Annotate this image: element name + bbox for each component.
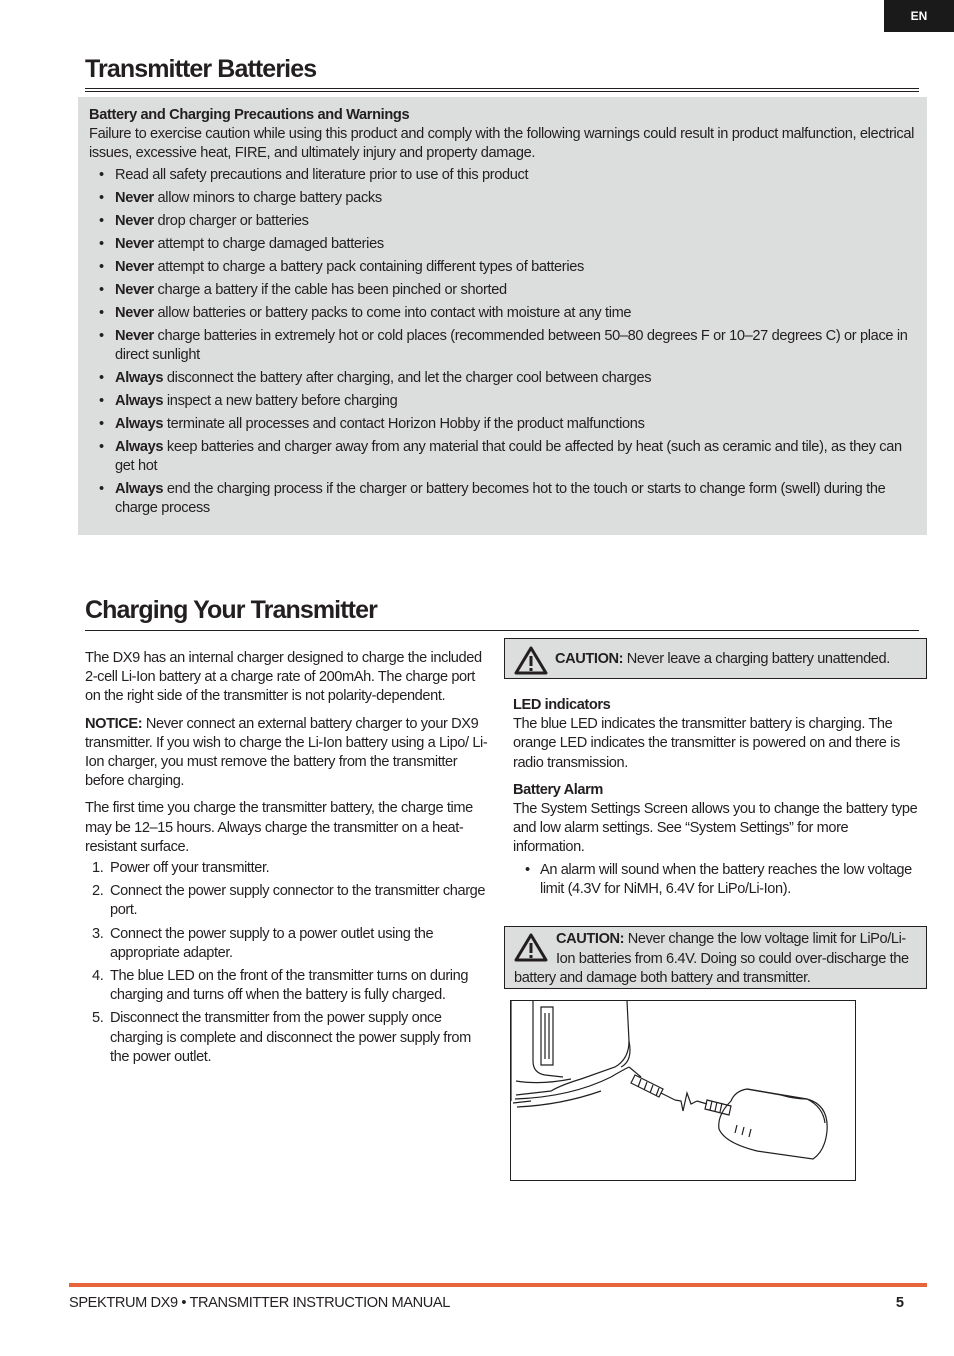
warning-text: charge batteries in extremely hot or cold places (recommended between 50–80 degrees F or 10–27 degrees C) or place in direct sunlight	[115, 328, 908, 363]
warning-keyword: Always	[115, 370, 164, 386]
caution-box-unattended	[504, 638, 927, 679]
warning-text: attempt to charge a battery pack containing different types of batteries	[153, 259, 584, 275]
warning-text: end the charging process if the charger or battery becomes hot to the touch or starts to change form (swell) during the charge process	[115, 481, 886, 516]
step-text: Connect the power supply to a power outlet using the appropriate adapter.	[110, 925, 434, 961]
caution-text: Never leave a charging battery unattended.	[623, 651, 890, 667]
notice-label: NOTICE:	[85, 715, 143, 732]
warning-keyword: Never	[115, 236, 154, 252]
bullet: •	[99, 236, 104, 252]
warning-keyword: Never	[115, 328, 154, 344]
warning-text: keep batteries and charger away from any material that could be affected by heat (such as ceramic and tile), as they can get hot	[115, 439, 902, 474]
warning-item	[99, 392, 917, 411]
step-number: 4.	[92, 968, 104, 985]
warning-item	[99, 438, 917, 476]
section-heading-transmitter-batteries: Transmitter Batteries	[85, 55, 317, 83]
step-text: Power off your transmitter.	[110, 860, 270, 877]
warning-text: Read all safety precautions and literature prior to use of this product	[115, 167, 529, 183]
warning-text: drop charger or batteries	[153, 213, 309, 229]
bullet: •	[99, 439, 104, 455]
warning-keyword: Always	[115, 416, 164, 432]
warning-text: allow minors to charge battery packs	[153, 190, 382, 206]
heading-rule	[85, 88, 919, 89]
warning-item	[99, 212, 917, 231]
warning-item	[99, 235, 917, 254]
warnings-title: Battery and Charging Precautions and Warnings	[89, 107, 410, 123]
warning-text: charge a battery if the cable has been pinched or shorted	[153, 282, 507, 298]
caution-text: Never change the low voltage limit for LiPo/Li-Ion batteries from 6.4V. Doing so could over-discharge the battery and damage both battery and transmitter.	[514, 931, 909, 986]
charging-right-column	[513, 696, 923, 899]
step-number: 1.	[92, 860, 104, 877]
step-text: Disconnect the transmitter from the power supply once charging is complete and disconnect the power supply from the power outlet.	[110, 1010, 471, 1065]
bullet: •	[99, 282, 104, 298]
warning-text: attempt to charge damaged batteries	[153, 236, 384, 252]
caution-label: CAUTION:	[555, 651, 624, 667]
warning-keyword: Always	[115, 439, 164, 455]
alarm-text: The System Settings Screen allows you to change the battery type and low alarm settings. See “System Settings” for more information.	[513, 801, 918, 856]
warning-keyword: Always	[115, 481, 164, 497]
list-item: • An alarm will sound when the battery reaches the low voltage limit (4.3V for NiMH, 6.4V for LiPo/Li-Ion).	[525, 861, 912, 897]
charging-left-column	[85, 649, 489, 1071]
step-number: 2.	[92, 883, 104, 900]
step-item	[85, 925, 489, 963]
warning-item	[99, 281, 917, 300]
warning-item	[99, 327, 917, 365]
page-number: 5	[895, 1295, 904, 1311]
step-text: Connect the power supply connector to the transmitter charge port.	[110, 883, 486, 919]
warning-keyword: Never	[115, 305, 154, 321]
step-number: 3.	[92, 925, 104, 942]
caution-label: CAUTION:	[556, 931, 625, 947]
bullet: •	[99, 481, 104, 497]
first-charge-paragraph: The first time you charge the transmitter battery, the charge time may be 12–15 hours. Always charge the transmitter on a heat-resistant surface.	[85, 800, 473, 855]
warning-item	[99, 166, 917, 185]
warning-keyword: Never	[115, 259, 154, 275]
warning-item	[99, 369, 917, 388]
step-item	[85, 967, 489, 1005]
warning-text: allow batteries or battery packs to come into contact with moisture at any time	[153, 305, 632, 321]
step-item	[85, 1009, 489, 1067]
charging-intro: The DX9 has an internal charger designed to charge the included 2-cell Li-Ion battery at a charge rate of 200mAh. The charge port on the right side of the transmitter is not polarity-dependent.	[85, 650, 482, 705]
warning-item	[99, 415, 917, 434]
bullet: •	[99, 328, 104, 344]
bullet: •	[99, 167, 104, 183]
bullet: •	[99, 305, 104, 321]
warning-text: disconnect the battery after charging, and let the charger cool between charges	[163, 370, 652, 386]
led-text: The blue LED indicates the transmitter battery is charging. The orange LED indicates the transmitter is powered on and there is radio transmission.	[513, 716, 900, 771]
alarm-list	[513, 861, 923, 899]
warning-keyword: Never	[115, 190, 154, 206]
warning-keyword: Never	[115, 282, 154, 298]
warning-triangle-icon	[514, 646, 548, 675]
warning-triangle-icon	[514, 933, 548, 962]
bullet: •	[99, 259, 104, 275]
warning-keyword: Never	[115, 213, 154, 229]
warning-keyword: Always	[115, 393, 164, 409]
transmitter-charger-drawing	[511, 1001, 855, 1180]
bullet: •	[99, 393, 104, 409]
notice-text: Never connect an external battery charger to your DX9 transmitter. If you wish to charge the Li-Ion battery using a Lipo/ Li-Ion charger, you must remove the battery from the transmitter before charging.	[85, 715, 488, 790]
language-tab: EN	[884, 0, 954, 32]
notice-paragraph	[85, 715, 489, 792]
footer-accent-bar	[69, 1283, 927, 1287]
warnings-box	[78, 97, 927, 535]
step-item	[85, 859, 489, 878]
warnings-intro: Failure to exercise caution while using this product and comply with the following warnings could result in product malfunction, electrical issues, excessive heat, FIRE, and ultimately injury and property damage.	[89, 126, 914, 161]
alarm-heading: Battery Alarm	[513, 781, 603, 798]
step-number: 5.	[92, 1010, 104, 1027]
warnings-list	[89, 166, 917, 518]
led-heading: LED indicators	[513, 697, 611, 713]
warning-text: inspect a new battery before charging	[163, 393, 398, 409]
heading-rule-double	[85, 91, 919, 92]
warning-item	[99, 480, 917, 518]
caution-box-voltage	[504, 926, 927, 989]
charging-steps	[85, 859, 489, 1067]
bullet: •	[99, 213, 104, 229]
warning-item	[99, 189, 917, 208]
warning-text: terminate all processes and contact Horizon Hobby if the product malfunctions	[163, 416, 645, 432]
bullet: •	[99, 190, 104, 206]
warning-item	[99, 258, 917, 277]
heading-rule	[85, 630, 919, 631]
bullet: •	[99, 416, 104, 432]
step-text: The blue LED on the front of the transmitter turns on during charging and turns off when the battery is fully charged.	[110, 968, 469, 1004]
section-heading-charging: Charging Your Transmitter	[85, 596, 377, 624]
alarm-bullet-text: An alarm will sound when the battery reaches the low voltage limit (4.3V for NiMH, 6.4V for LiPo/Li-Ion).	[540, 861, 912, 897]
step-item	[85, 882, 489, 920]
charger-illustration	[510, 1000, 856, 1181]
footer-manual-title: SPEKTRUM DX9 • TRANSMITTER INSTRUCTION MANUAL	[69, 1295, 450, 1311]
bullet: •	[99, 370, 104, 386]
warning-item	[99, 304, 917, 323]
